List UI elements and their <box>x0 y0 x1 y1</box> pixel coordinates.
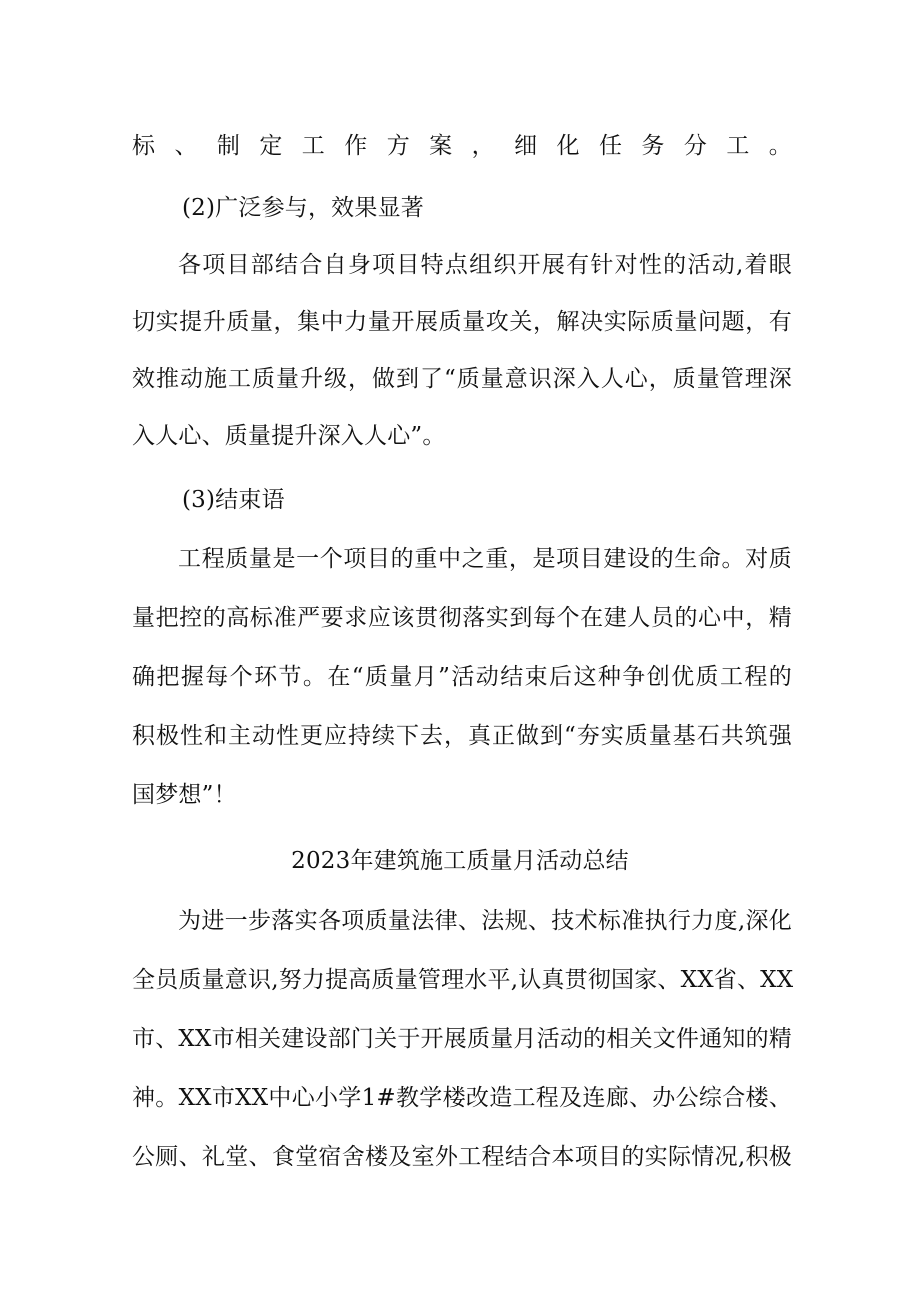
paragraph-continuation: 标、制定工作方案，细化任务分工。 <box>132 133 792 159</box>
paragraph-line: 入人心、质量提升深入人心”。 <box>132 423 446 449</box>
paragraph-line: 市、XX市相关建设部门关于开展质量月活动的相关文件通知的精 <box>132 1026 792 1052</box>
paragraph-line: 各项目部结合自身项目特点组织开展有针对性的活动,着眼 <box>178 252 792 278</box>
paragraph-line: 为进一步落实各项质量法律、法规、技术标准执行力度,深化 <box>178 908 792 934</box>
paragraph-line: 工程质量是一个项目的重中之重，是项目建设的生命。对质 <box>178 546 792 572</box>
paragraph-line: 公厕、礼堂、食堂宿舍楼及室外工程结合本项目的实际情况,积极 <box>132 1144 792 1170</box>
paragraph-line: 量把控的高标准严要求应该贯彻落实到每个在建人员的心中，精 <box>132 605 792 631</box>
section-heading-2: (2)广泛参与，效果显著 <box>182 195 424 221</box>
paragraph-line: 国梦想”！ <box>132 782 237 808</box>
section-heading-3: (3)结束语 <box>182 487 285 513</box>
paragraph-line: 效推动施工质量升级，做到了“质量意识深入人心，质量管理深 <box>132 366 792 392</box>
paragraph-line: 神。XX市XX中心小学1#教学楼改造工程及连廊、办公综合楼、 <box>132 1085 792 1111</box>
paragraph-line: 切实提升质量，集中力量开展质量攻关，解决实际质量问题，有 <box>132 309 792 335</box>
paragraph-line: 全员质量意识,努力提高质量管理水平,认真贯彻国家、XX省、XX <box>132 967 794 993</box>
document-title: 2023年建筑施工质量月活动总结 <box>291 848 629 874</box>
paragraph-line: 积极性和主动性更应持续下去，真正做到“夯实质量基石共筑强 <box>132 723 792 749</box>
paragraph-line: 确把握每个环节。在“质量月”活动结束后这种争创优质工程的 <box>132 664 792 690</box>
